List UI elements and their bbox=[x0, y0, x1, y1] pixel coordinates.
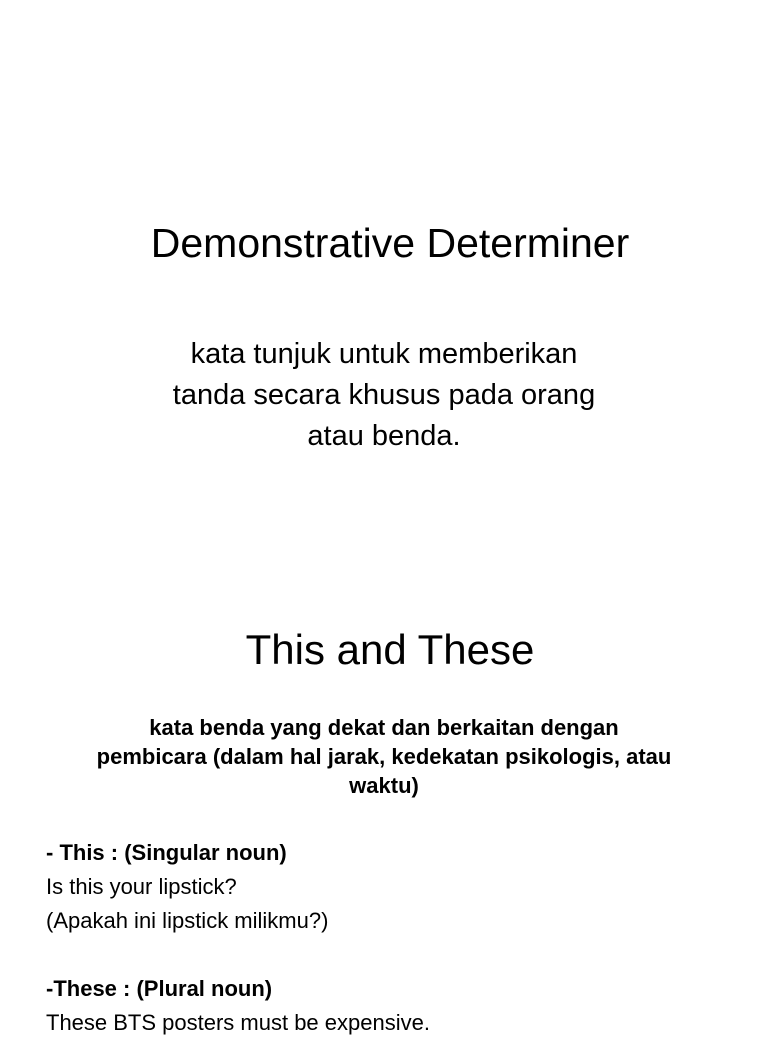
slide-title-demonstrative-determiner: Demonstrative Determiner bbox=[150, 220, 630, 266]
definition-line: pembicara (dalam hal jarak, kedekatan psikologis, atau bbox=[96, 744, 672, 769]
body-line: atau benda. bbox=[307, 420, 461, 452]
these-example: These BTS posters must be expensive. bbox=[46, 1010, 430, 1035]
definition-line: waktu) bbox=[349, 773, 419, 798]
body-line: tanda secara khusus pada orang bbox=[172, 379, 596, 411]
slide-body-definition bbox=[100, 334, 668, 457]
spacer bbox=[46, 938, 746, 972]
slide-definition-bold bbox=[40, 713, 728, 800]
these-heading: -These : (Plural noun) bbox=[46, 976, 273, 1001]
slide-title-this-and-these: This and These bbox=[245, 626, 535, 673]
this-heading: - This : (Singular noun) bbox=[46, 840, 287, 865]
this-translation: (Apakah ini lipstick milikmu?) bbox=[46, 908, 329, 933]
this-example: Is this your lipstick? bbox=[46, 874, 237, 899]
definition-line: kata benda yang dekat dan berkaitan dengan bbox=[149, 715, 619, 740]
body-line: kata tunjuk untuk memberikan bbox=[190, 338, 578, 370]
examples-list bbox=[46, 836, 746, 1040]
